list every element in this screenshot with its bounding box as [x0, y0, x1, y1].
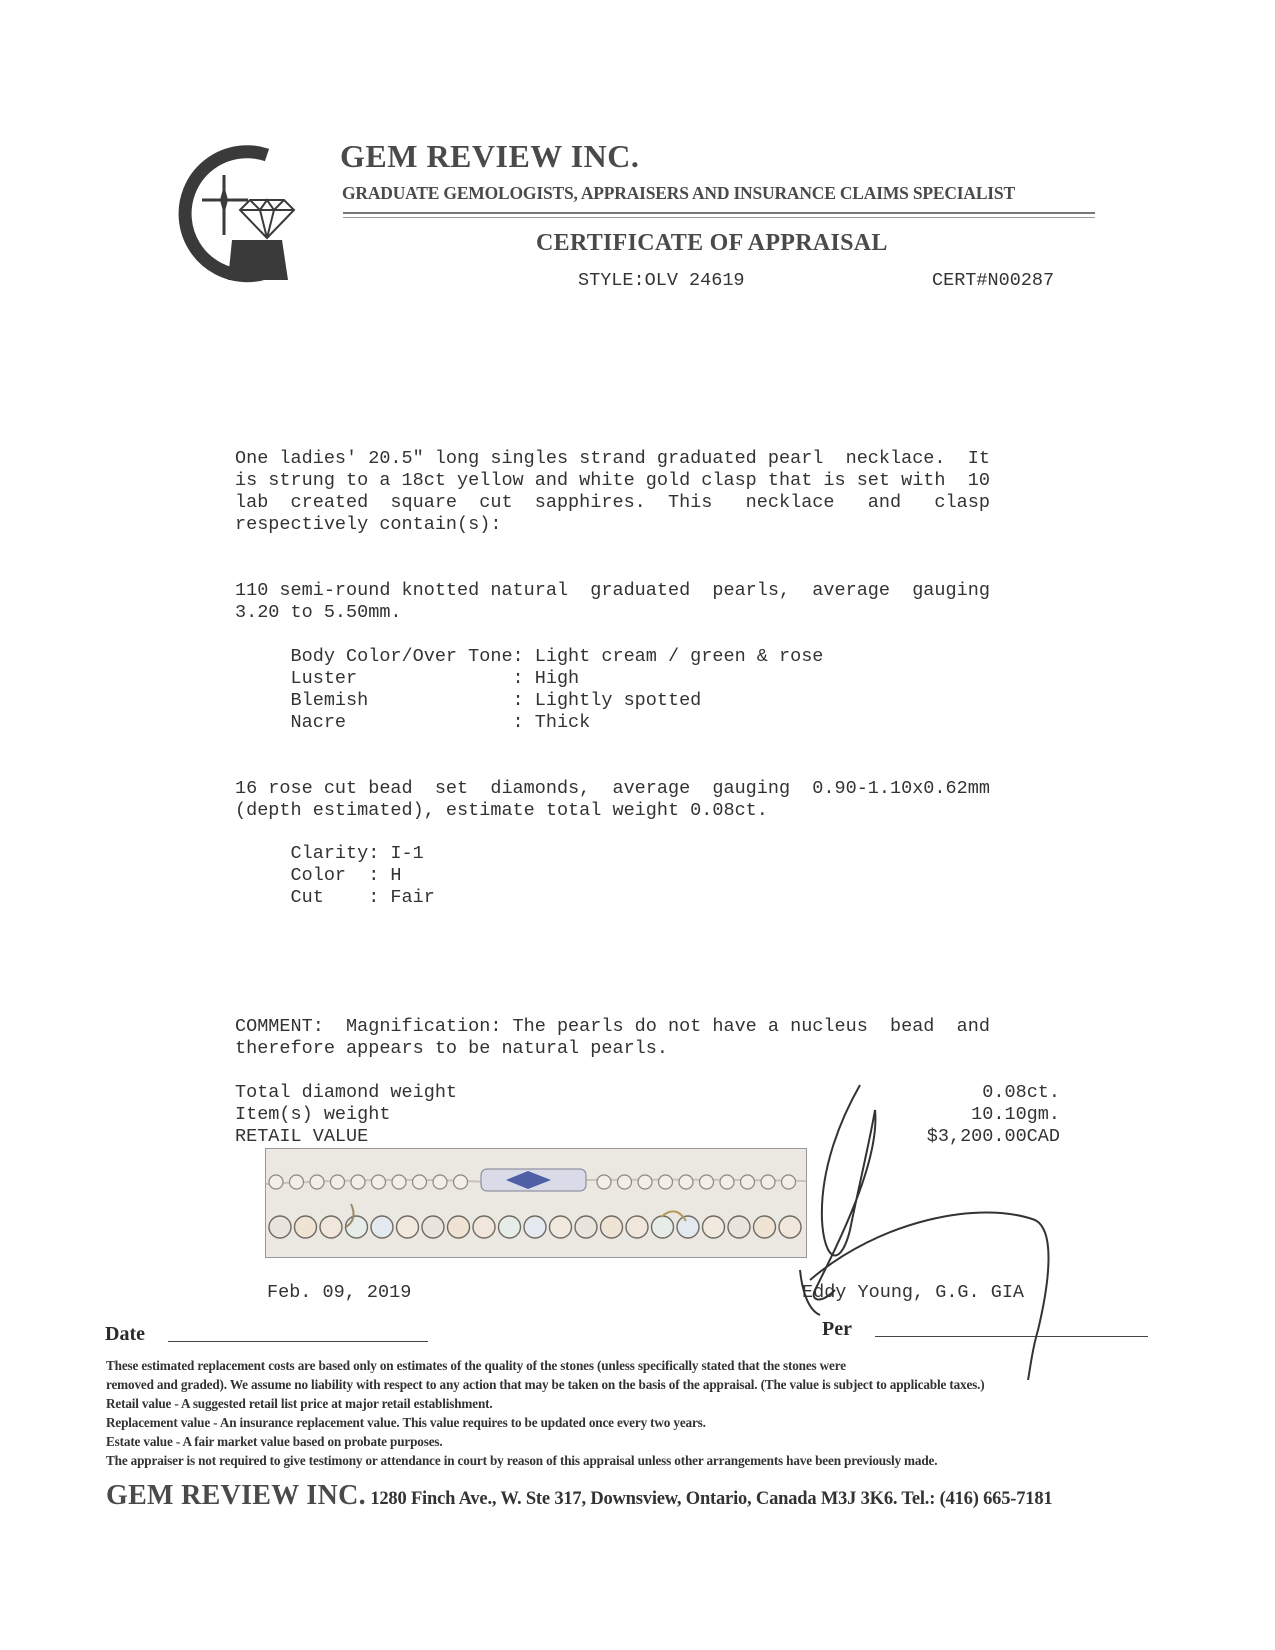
pearls-summary: 110 semi-round knotted natural graduated pearls, average gauging 3.20 to 5.50mm.: [235, 580, 990, 623]
footer-company-name: GEM REVIEW INC.: [106, 1480, 366, 1511]
date-signature-line: [168, 1341, 428, 1342]
pearl: [422, 1216, 444, 1238]
date-label: Date: [105, 1323, 145, 1345]
pearl: [433, 1175, 447, 1189]
pearl: [700, 1175, 714, 1189]
pearl: [454, 1175, 468, 1189]
pearl: [346, 1216, 368, 1238]
pearl: [320, 1216, 342, 1238]
appraisal-date: Feb. 09, 2019: [267, 1282, 412, 1303]
necklace-photo: [265, 1148, 807, 1258]
pearl: [269, 1216, 291, 1238]
disclaimer-line: These estimated replacement costs are based only on estimates of the quality of the stones (unless specifically stated that the stones were: [106, 1358, 846, 1373]
disclaimer-line: Replacement value - An insurance replacement value. This value requires to be updated once every two years.: [106, 1415, 706, 1430]
pearl: [372, 1175, 386, 1189]
pearl: [310, 1175, 324, 1189]
pearl: [626, 1216, 648, 1238]
pearl: [371, 1216, 393, 1238]
diamonds-summary: 16 rose cut bead set diamonds, average gauging 0.90-1.10x0.62mm (depth estimated), estimate total weight 0.08ct.: [235, 778, 990, 821]
disclaimer-line: Estate value - A fair market value based on probate purposes.: [106, 1434, 443, 1449]
totals-values: 0.08ct. 10.10gm. $3,200.00CAD: [926, 1082, 1060, 1147]
pearl: [677, 1216, 699, 1238]
handwritten-signature: [780, 1080, 1100, 1380]
pearl: [720, 1175, 734, 1189]
pearls-specs: Body Color/Over Tone: Light cream / green & rose Luster : High Blemish : Lightly spotted Nacre : Thick: [290, 646, 824, 733]
pearl: [601, 1216, 623, 1238]
header-divider: [343, 212, 1095, 214]
pearl: [351, 1175, 365, 1189]
disclaimer-line: Retail value - A suggested retail list price at major retail establishment.: [106, 1396, 493, 1411]
header-divider-thin: [343, 217, 1095, 218]
pearl: [659, 1175, 673, 1189]
pearl: [331, 1175, 345, 1189]
pearl: [392, 1175, 406, 1189]
company-logo: [172, 140, 312, 290]
pearl: [575, 1216, 597, 1238]
pearl: [269, 1175, 283, 1189]
comment: COMMENT: Magnification: The pearls do not have a nucleus bead and therefore appears to be natural pearls.: [235, 1016, 990, 1059]
pearl: [290, 1175, 304, 1189]
company-tagline: GRADUATE GEMOLOGISTS, APPRAISERS AND INSURANCE CLAIMS SPECIALIST: [342, 183, 1015, 203]
pearl: [597, 1175, 611, 1189]
pearl: [473, 1216, 495, 1238]
pearl: [397, 1216, 419, 1238]
certificate-title: CERTIFICATE OF APPRAISAL: [536, 230, 888, 256]
pearl: [652, 1216, 674, 1238]
pearl: [499, 1216, 521, 1238]
item-description: One ladies' 20.5" long singles strand graduated pearl necklace. It is strung to a 18ct yellow and white gold clasp that is set with 10 lab created square cut sapphires. This necklace and clasp respectively contain(s):: [235, 448, 990, 535]
footer-address: 1280 Finch Ave., W. Ste 317, Downsview, Ontario, Canada M3J 3K6. Tel.: (416) 665-7181: [365, 1489, 1053, 1509]
diamonds-specs: Clarity: I-1 Color : H Cut : Fair: [290, 843, 435, 908]
pearl: [638, 1175, 652, 1189]
pearl: [448, 1216, 470, 1238]
pearl: [703, 1216, 725, 1238]
pearl: [295, 1216, 317, 1238]
disclaimer-line: The appraiser is not required to give testimony or attendance in court by reason of this appraisal unless other arrangements have been previously made.: [106, 1453, 938, 1468]
pearl: [679, 1175, 693, 1189]
totals-labels: Total diamond weight Item(s) weight RETAIL VALUE: [235, 1082, 458, 1147]
pearl: [761, 1175, 775, 1189]
company-name: GEM REVIEW INC.: [340, 138, 640, 174]
appraiser-name: Eddy Young, G.G. GIA: [802, 1282, 1025, 1303]
certificate-number: CERT#N00287: [932, 270, 1055, 291]
pearl: [754, 1216, 776, 1238]
pearl: [413, 1175, 427, 1189]
pearl: [524, 1216, 546, 1238]
footer: [106, 1480, 1052, 1512]
disclaimer-line: removed and graded). We assume no liability with respect to any action that may be taken on the basis of the appraisal. (The value is subject to applicable taxes.): [106, 1377, 985, 1392]
pearl: [618, 1175, 632, 1189]
pearl: [741, 1175, 755, 1189]
style-number: STYLE:OLV 24619: [578, 270, 745, 291]
pearl: [728, 1216, 750, 1238]
per-label: Per: [822, 1318, 852, 1340]
pearl: [550, 1216, 572, 1238]
